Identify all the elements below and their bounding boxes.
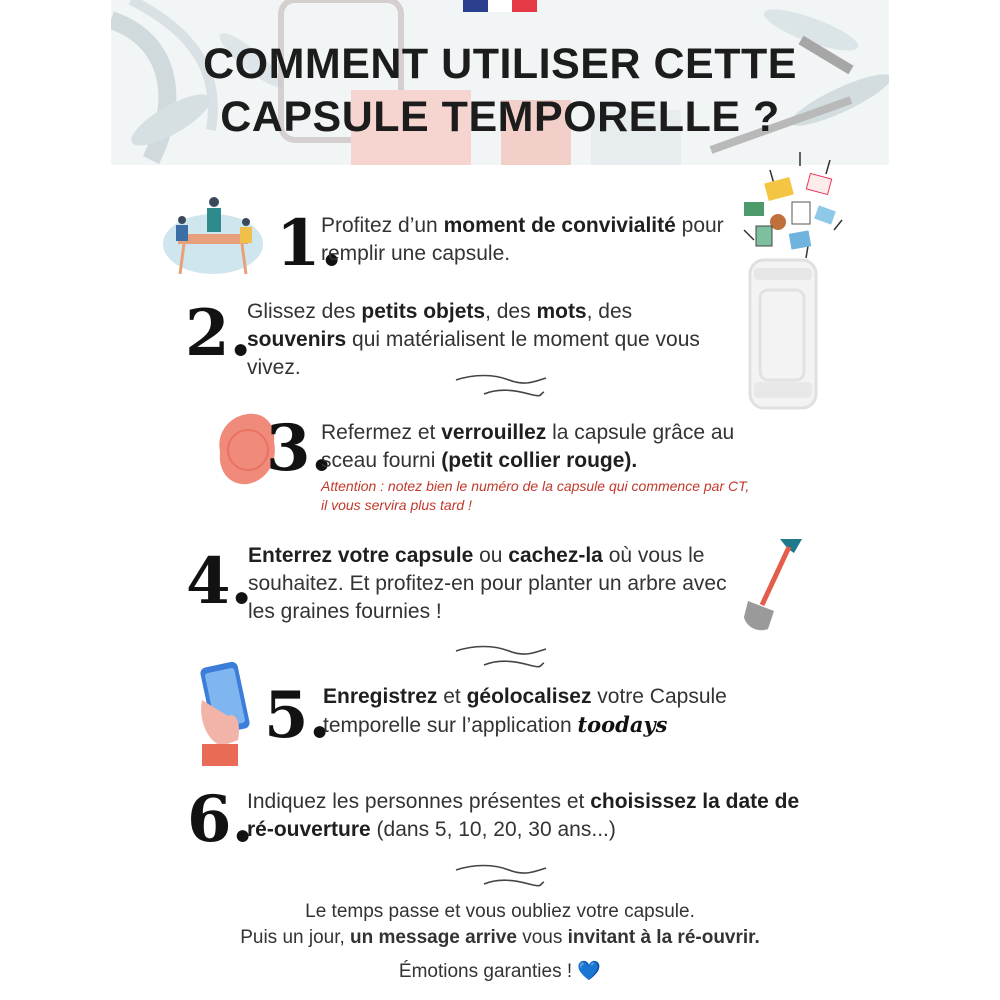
footer-line-1: Le temps passe et vous oubliez votre capsule. bbox=[305, 901, 695, 922]
step-2-text bbox=[247, 298, 717, 382]
step-2-text-run: , des bbox=[485, 300, 537, 323]
france-flag bbox=[463, 0, 537, 12]
step-1-number: 1. bbox=[276, 206, 343, 281]
step-6-text-run: choisissez la date de ré-ouverture bbox=[247, 790, 800, 841]
step-4-text-run: où vous le souhaitez. Et profitez-en pour planter un arbre avec les graines fournies ! bbox=[248, 544, 727, 623]
step-2-text-run: petits objets bbox=[361, 300, 486, 323]
step-6-text-run: Indiquez les personnes présentes et bbox=[247, 790, 591, 813]
step-2-text-run: mots bbox=[536, 300, 587, 323]
step-3-text-run: verrouillez bbox=[441, 421, 547, 444]
step-5-text-run: et bbox=[437, 685, 467, 708]
step-6-text-run: (dans 5, 10, 20, 30 ans...) bbox=[370, 818, 616, 841]
footer bbox=[150, 899, 850, 985]
step-3-text-run: la capsule grâce au sceau fourni bbox=[321, 421, 735, 472]
step-4-text-run: cachez-la bbox=[508, 544, 603, 567]
step-6-text bbox=[247, 788, 807, 844]
step-1-text-run: Profitez d’un bbox=[321, 214, 444, 237]
wave-divider bbox=[454, 862, 548, 892]
blue-heart-icon: 💙 bbox=[577, 961, 602, 982]
step-2-text-run: souvenirs bbox=[247, 328, 347, 351]
footer-line-2-run: invitant à la ré-ouvrir. bbox=[567, 927, 760, 948]
step-3-text bbox=[321, 419, 771, 475]
shovel-icon bbox=[740, 535, 806, 633]
step-6-number: 6. bbox=[187, 782, 254, 857]
step-5-number: 5. bbox=[264, 678, 331, 753]
page-title: COMMENT UTILISER CETTE CAPSULE TEMPORELLE ? bbox=[203, 40, 797, 141]
step-1-text-run: moment de convivialité bbox=[443, 214, 676, 237]
footer-line-2-run: vous bbox=[516, 927, 568, 948]
phone-in-hand-icon bbox=[198, 660, 254, 768]
footer-line-2-run: un message arrive bbox=[350, 927, 517, 948]
step-3-number: 3. bbox=[266, 411, 333, 486]
step-5-text-run: Enregistrez bbox=[323, 685, 438, 708]
footer-line-3: Émotions garanties ! 💙 bbox=[398, 961, 602, 982]
step-2-number: 2. bbox=[185, 296, 252, 371]
wave-divider bbox=[454, 372, 548, 402]
step-4-text bbox=[248, 542, 748, 626]
step-3-text-run: Refermez et bbox=[321, 421, 442, 444]
footer-line-2-run: Puis un jour, bbox=[240, 927, 351, 948]
footer-line-2 bbox=[150, 925, 850, 951]
step-1-text bbox=[321, 212, 736, 268]
wave-divider bbox=[454, 643, 548, 673]
step-5-text-run: votre Capsule temporelle sur l’application bbox=[323, 685, 727, 737]
toodays-logo: toodays bbox=[577, 712, 668, 737]
step-3-text-run: (petit collier rouge). bbox=[441, 449, 638, 472]
step-4-text-run: Enterrez votre capsule bbox=[248, 544, 474, 567]
step-2-text-run: qui matérialisent le moment que vous vivez. bbox=[247, 328, 700, 379]
step-4-number: 4. bbox=[186, 544, 253, 619]
step-4-text-run: ou bbox=[473, 544, 509, 567]
step-5-text-run: géolocalisez bbox=[466, 685, 592, 708]
step-5-text bbox=[323, 683, 793, 740]
capsule-jar-icon bbox=[730, 150, 860, 410]
step-2-text-run: , des bbox=[586, 300, 633, 323]
step-1-text-run: pour remplir une capsule. bbox=[321, 214, 724, 265]
friends-at-table-icon bbox=[162, 196, 264, 278]
step-2-text-run: Glissez des bbox=[247, 300, 362, 323]
step-3-warning: Attention : notez bien le numéro de la capsule qui commence par CT, il vous servira plus tard ! bbox=[321, 478, 750, 513]
